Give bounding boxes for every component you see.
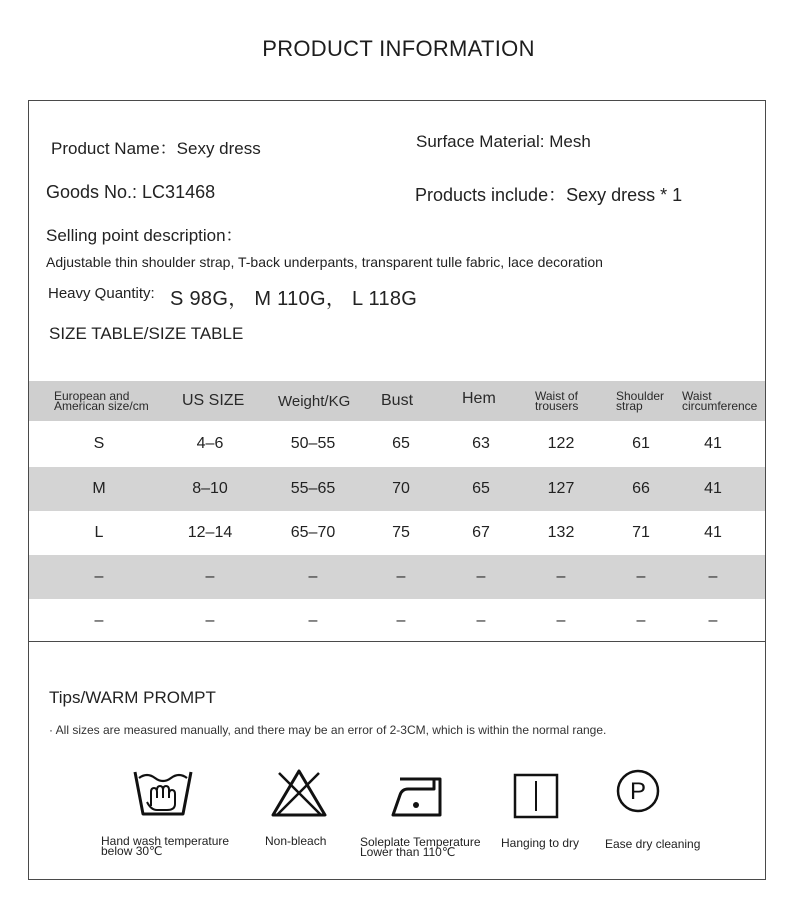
cell-waist-of-trousers: 122 xyxy=(547,435,575,452)
cell-hem: – xyxy=(476,612,486,629)
cell-bust: – xyxy=(396,612,406,629)
header-eu-size: European and American size/cm xyxy=(54,389,149,413)
size-table xyxy=(29,381,765,643)
selling-point-text: Adjustable thin shoulder strap, T-back underpants, transparent tulle fabric, lace decoration xyxy=(46,254,603,270)
cell-us-size: 12–14 xyxy=(187,524,233,541)
cell-waist-circumference: – xyxy=(708,612,718,629)
cell-shoulder-strap: – xyxy=(636,568,646,585)
cell-shoulder-strap: 61 xyxy=(632,435,650,452)
selling-point-label: Selling point description： xyxy=(46,226,243,245)
cell-weight: 50–55 xyxy=(290,435,336,452)
goods-number: Goods No.: LC31468 xyxy=(46,182,216,202)
table-row xyxy=(29,421,765,467)
care-caption-dry-clean: Ease dry cleaning xyxy=(605,837,701,851)
cell-hem: 67 xyxy=(472,524,490,541)
no-bleach-icon xyxy=(269,767,329,819)
cell-waist-of-trousers: – xyxy=(556,612,566,629)
cell-hem: 63 xyxy=(472,435,490,452)
header-waist-of-trousers: Waist of trousers xyxy=(535,389,579,413)
cell-shoulder-strap: 71 xyxy=(632,524,650,541)
tips-title: Tips/WARM PROMPT xyxy=(49,688,216,707)
hang-dry-icon xyxy=(513,773,559,819)
cell-weight: 55–65 xyxy=(290,480,336,497)
table-row xyxy=(29,555,765,599)
cell-bust: 75 xyxy=(392,524,410,541)
cell-waist-of-trousers: 132 xyxy=(547,524,575,541)
cell-hem: 65 xyxy=(472,480,490,497)
header-shoulder-strap: Shoulder strap xyxy=(616,389,665,413)
heavy-quantity-label: Heavy Quantity: xyxy=(48,285,155,302)
table-row xyxy=(29,467,765,511)
cell-us-size: 4–6 xyxy=(196,435,224,452)
surface-material: Surface Material: Mesh xyxy=(416,132,591,151)
cell-weight: – xyxy=(308,568,318,585)
dry-clean-icon xyxy=(615,768,661,814)
header-waist-circumference: Waist circumference xyxy=(682,389,758,413)
size-table-header xyxy=(29,381,765,421)
cell-bust: 65 xyxy=(392,435,410,452)
tips-note: · All sizes are measured manually, and there may be an error of 2-3CM, which is within the normal range. xyxy=(49,723,607,737)
cell-bust: – xyxy=(396,568,406,585)
section-divider xyxy=(29,641,765,642)
cell-us-size: 8–10 xyxy=(192,480,228,497)
care-caption-hand-wash: Hand wash temperature below 30℃ xyxy=(101,834,230,858)
cell-weight: – xyxy=(308,612,318,629)
care-caption-non-bleach: Non-bleach xyxy=(265,834,327,848)
size-table-body xyxy=(29,421,765,643)
cell-us-size: – xyxy=(205,612,215,629)
cell-eu-size: S xyxy=(93,435,105,452)
header-hem: Hem xyxy=(462,390,496,407)
cell-waist-circumference: 41 xyxy=(704,480,722,497)
products-include: Products include：Sexy dress * 1 xyxy=(415,185,683,205)
cell-eu-size: – xyxy=(94,612,104,629)
cell-waist-circumference: 41 xyxy=(704,435,722,452)
product-name: Product Name：Sexy dress xyxy=(51,139,261,158)
cell-eu-size: M xyxy=(92,480,106,497)
cell-eu-size: L xyxy=(94,524,104,541)
cell-weight: 65–70 xyxy=(290,524,336,541)
iron-icon xyxy=(390,773,444,819)
cell-shoulder-strap: – xyxy=(636,612,646,629)
cell-bust: 70 xyxy=(392,480,410,497)
header-weight: Weight/KG xyxy=(278,392,351,410)
cell-us-size: – xyxy=(205,568,215,585)
cell-eu-size: – xyxy=(94,568,104,585)
heavy-quantity-value: S 98G， M 110G， L 118G xyxy=(170,288,418,310)
cell-shoulder-strap: 66 xyxy=(632,480,650,497)
cell-waist-of-trousers: – xyxy=(556,568,566,585)
product-info-panel xyxy=(28,100,766,880)
cell-waist-of-trousers: 127 xyxy=(547,480,575,497)
care-caption-iron: Soleplate Temperature Lower than 110℃ xyxy=(360,835,481,859)
dry-clean-symbol: P xyxy=(629,778,647,805)
table-row xyxy=(29,599,765,643)
table-row xyxy=(29,511,765,555)
page-title: PRODUCT INFORMATION xyxy=(262,36,535,61)
size-table-label: SIZE TABLE/SIZE TABLE xyxy=(49,324,244,343)
cell-waist-circumference: – xyxy=(708,568,718,585)
header-us-size: US SIZE xyxy=(182,392,245,409)
cell-waist-circumference: 41 xyxy=(704,524,722,541)
hand-wash-icon xyxy=(131,768,195,820)
cell-hem: – xyxy=(476,568,486,585)
care-caption-hang-dry: Hanging to dry xyxy=(501,836,580,850)
header-bust: Bust xyxy=(381,392,414,409)
